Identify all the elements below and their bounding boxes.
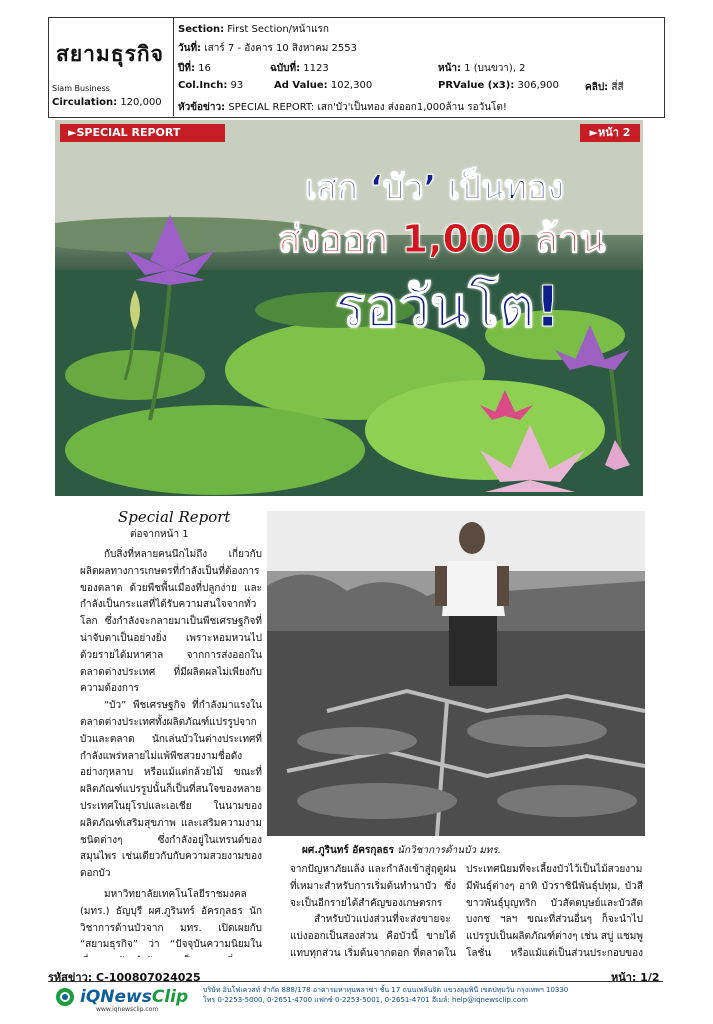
publication-name: สยามธุรกิจ: [56, 42, 164, 66]
section-label: Section:: [178, 24, 225, 35]
advalue-line: [274, 80, 372, 91]
iqnewsclip-logo: [80, 987, 188, 1007]
researcher-photo-graphic: [267, 511, 645, 836]
clip-line: [585, 80, 624, 95]
caption-name: ผศ.ภูรินทร์ อัครกุลธร: [302, 845, 394, 856]
clip-value: สี่สี: [611, 82, 624, 93]
news-id: รหัสข่าว: C-100807024025: [48, 971, 201, 984]
company-address: บริษัท อินโฟเควสท์ จำกัด 888/178 อาคารมหาทุนพลาซ่า ชั้น 17 ถนนเพลินจิต แขวงลุมพินี เขตปทุมวัน กรุงเทพฯ 10330: [203, 986, 569, 994]
article-column-3: [466, 862, 643, 962]
headline-line-3: รอวันโต!: [335, 275, 561, 340]
year-label: ปีที่:: [178, 63, 195, 74]
company-contact: โทร 0-2253-5000, 0-2651-4700 แฟกซ์ 0-2253-5001, 0-2651-4701 อีเมล์: help@iqnewsclip.com: [203, 996, 529, 1004]
circulation-label: Circulation:: [52, 97, 118, 108]
company-info: [203, 985, 568, 1005]
paragraph: ประเทศนิยมที่จะเลี้ยงบัวไว้เป็นไม้สวยงาม มีพันธุ์ต่างๆ อาทิ บัวราชินีพันธุ์ปทุม, บัวสีขาวพันธุ์บุญทริก บัวสัตตบุษย์และบัวสัตบงกช ฯลฯ ขณะที่ส่วนอื่นๆ ก็จะนำไปแปรรูปเป็นผลิตภัณฑ์ต่างๆ เช่น สบู่ แชมพู โลชั่น หรือแม้แต่เป็นส่วนประกอบของ: [466, 864, 643, 959]
clip-label: คลิป:: [585, 82, 609, 93]
headline-line: [178, 100, 507, 115]
caption-role: นักวิชาการด้านบัว มทร.: [397, 845, 501, 856]
paragraph: “บัว” พืชเศรษฐกิจ ที่กำลังมาแรงในตลาดต่างประเทศทั้งผลิตภัณฑ์แปรรูปจากบัวและตลาด นักเล่นบัวในต่างประเทศที่กำลังแพร่หลายไม่แพ้พืชสวยงามชื่อดัง อย่างกุหลาบ หรือแม้แต่กล้วยไม้ ขณะที่ผลิตภัณฑ์แปรรูปนั้นก็เป็นที่สนใจของหลายประเทศในยุโรปและเอเชีย ในนามของผลิตภัณฑ์เสริมสุขภาพ และเสริมความงามชนิดต่างๆ ซึ่งกำลังอยู่ในเทรนด์ของสมุนไพร เช่นเดียวกับกับความสวยงามของดอกบัว: [80, 700, 262, 880]
paragraph: มหาวิทยาลัยเทคโนโลยีราชมงคล (มทร.) ธัญบุรี ผศ.ภูรินทร์ อัครกุลธร นักวิชาการด้านบัวจาก มทร. เปิดเผยกับ “สยามธุรกิจ” ว่า “ปัจจุบันความนิยมใน: [80, 888, 262, 951]
article-column-2: [290, 862, 456, 962]
colinch-label: Col.Inch:: [178, 80, 228, 91]
issue-line: [270, 61, 329, 76]
circulation: [52, 97, 162, 108]
article-column-1: [80, 547, 262, 957]
year-value: 16: [198, 63, 211, 74]
section-line: [178, 22, 329, 37]
date-label: วันที่:: [178, 43, 202, 54]
logo-url: www.iqnewsclip.com: [96, 1006, 159, 1013]
prvalue-label: PRValue (x3):: [438, 80, 515, 91]
colinch-line: [178, 80, 243, 91]
paragraph: กับสิ่งที่หลายคนนึกไม่ถึง เกี่ยวกับผลิตผลทางการเกษตรที่กำลังเป็นที่ต้องการของตลาด ด้วยพืชพื้นเมืองที่ปลูกง่าย และกำลังเป็นกระแสที่ได้รับความสนใจจากทั่วโลก ซึ่งกำลังจะกลายมาเป็นพืชเศรษฐกิจที่น่าจับตาเป็นอย่างยิ่ง เพราะหอมหวนไปด้วยรายได้มหาศาล จากการส่งออกในตลาดต่างประเทศ ที่มีผลิตผลไม่เพียงกับความต้องการ: [80, 549, 262, 695]
prvalue-line: [438, 80, 559, 91]
issue-value: 1123: [303, 63, 329, 74]
colinch-value: 93: [230, 80, 244, 91]
paragraph: สำหรับบัวแบ่งส่วนที่จะส่งขายจะแบ่งออกเป็นสองส่วน คือบัวนี้ ขายได้แทบทุกส่วน เริ่มต้นจากดอก ที่ตลาดใน: [290, 914, 456, 959]
logo-accent: Clip: [151, 987, 189, 1007]
paragraph: จากปัญหาภัยแล้ง และกำลังเข้าสู่ฤดูฝน ที่เหมาะสำหรับการเริ่มต้นทำนาบัว ซึ่งจะเป็นอีกรายได้สำคัญของเกษตรกร: [290, 864, 456, 909]
headline-line-2: ส่งออก 1,000 ล้าน: [278, 217, 606, 261]
page-tag: ►หน้า 2: [580, 124, 640, 142]
section-heading: Special Report: [118, 508, 231, 526]
headline-value: SPECIAL REPORT: เสก'บัว'เป็นทอง ส่งออก1,000ล้าน รอวันโต!: [228, 102, 507, 113]
prvalue-value: 306,900: [517, 80, 559, 91]
headline-label: หัวข้อข่าว:: [178, 102, 226, 113]
year-line: [178, 61, 211, 76]
photo-caption: [302, 843, 501, 858]
special-report-tag: ►SPECIAL REPORT: [60, 124, 225, 142]
issue-label: ฉบับที่:: [270, 63, 301, 74]
logo-main: iQNews: [80, 987, 152, 1007]
iqnewsclip-logo-icon: [54, 987, 76, 1007]
date-line: [178, 41, 357, 56]
advalue-label: Ad Value:: [274, 80, 328, 91]
headline-line-1: เสก ‘บัว’ เป็นทอง: [305, 168, 565, 208]
date-value: เสาร์ 7 - อังคาร 10 สิงหาคม 2553: [204, 43, 357, 54]
advalue-value: 102,300: [330, 80, 373, 91]
page-line: [438, 61, 526, 76]
continued-from: ต่อจากหน้า 1: [130, 529, 189, 540]
researcher-photo: [267, 511, 645, 836]
page-label: หน้า:: [438, 63, 462, 74]
publication-name-en: Siam Business: [52, 84, 110, 93]
section-value: First Section/หน้าแรก: [227, 24, 329, 35]
page-count: หน้า: 1/2: [611, 971, 660, 984]
circulation-value: 120,000: [120, 97, 162, 108]
page-value: 1 (บนขวา), 2: [464, 63, 526, 74]
